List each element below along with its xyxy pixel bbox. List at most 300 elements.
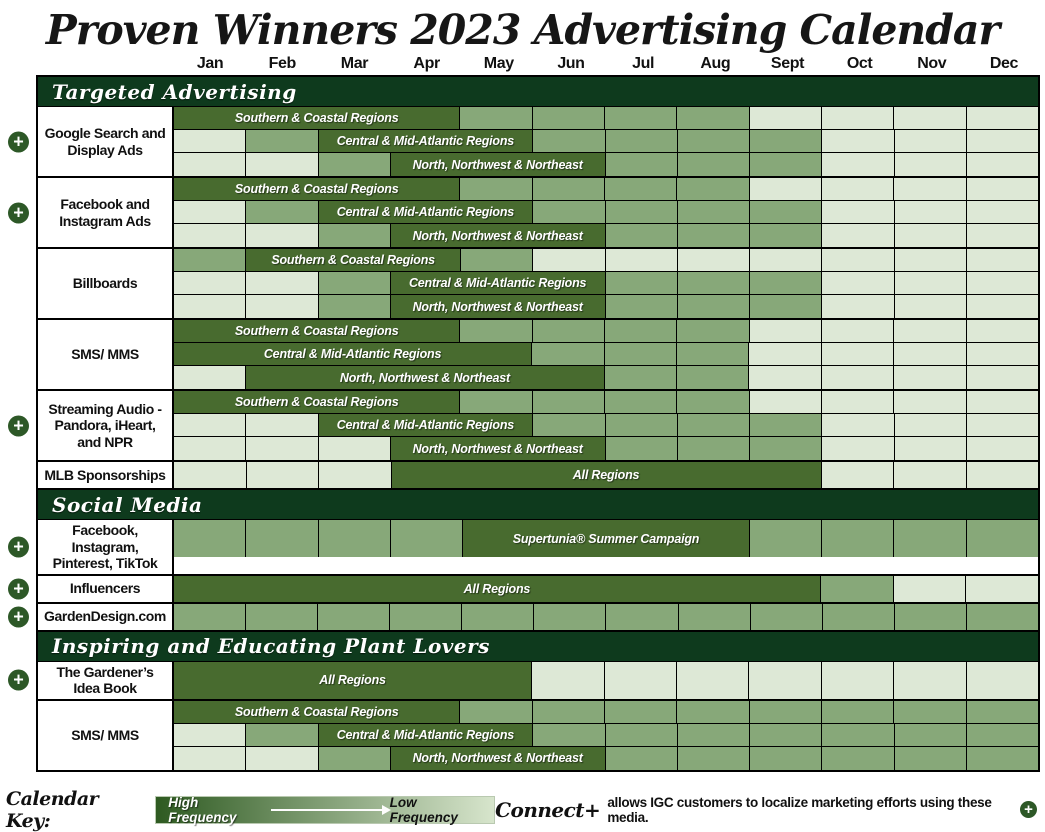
- campaign-bar-label: Central & Mid-Atlantic Regions: [336, 205, 515, 220]
- channel-label-line: SMS/ MMS: [71, 726, 139, 743]
- calendar-cell: [895, 224, 967, 247]
- campaign-bar: [391, 747, 606, 770]
- channel-label-line: Facebook and: [60, 196, 150, 213]
- channel-label: [38, 249, 174, 318]
- channel-label-line: Display Ads: [67, 141, 143, 158]
- channel-row-group: [38, 320, 1038, 391]
- campaign-bar: [174, 391, 460, 413]
- channel-row-group: [38, 107, 1038, 178]
- campaign-bar: [174, 576, 821, 602]
- calendar-cell: [822, 462, 895, 488]
- calendar-cell: [246, 272, 318, 294]
- campaign-bar: [174, 343, 532, 365]
- calendar-cell: [822, 320, 894, 342]
- calendar-cell: [822, 520, 894, 557]
- calendar-cell: [749, 343, 821, 365]
- campaign-bar-label: North, Northwest & Northeast: [412, 228, 583, 243]
- calendar-cell: [967, 462, 1039, 488]
- channel-rows: [174, 178, 1038, 247]
- campaign-bar-label: Southern & Coastal Regions: [234, 182, 399, 197]
- calendar-cell: [533, 391, 605, 413]
- campaign-bar-label: Central & Mid-Atlantic Regions: [336, 727, 515, 742]
- channel-label-line: Instagram Ads: [59, 212, 151, 229]
- calendar-cell: [532, 662, 604, 699]
- calendar-cell: [605, 343, 677, 365]
- campaign-bar: [174, 178, 460, 200]
- calendar-cell: [678, 414, 750, 436]
- calendar-cell: [967, 224, 1038, 247]
- calendar-cell: [246, 295, 318, 318]
- channel-label: [38, 701, 174, 770]
- channel-row-group: [38, 662, 1038, 701]
- calendar-cell: [895, 724, 967, 746]
- channel-row-group: [38, 701, 1038, 770]
- calendar-cell: [319, 295, 391, 318]
- calendar-cell: [822, 701, 894, 723]
- calendar-cell: [678, 224, 750, 247]
- calendar-cell: [677, 662, 749, 699]
- calendar-cell: [174, 747, 246, 770]
- calendar-cell: [750, 320, 822, 342]
- calendar-cell: [750, 272, 822, 294]
- channel-label: [38, 576, 174, 602]
- campaign-bar-label: Central & Mid-Atlantic Regions: [336, 418, 515, 433]
- channel-rows: [174, 576, 1038, 602]
- month-header-row: [174, 55, 1040, 73]
- calendar-cell: [533, 701, 605, 723]
- calendar-cell: [606, 414, 678, 436]
- channel-rows: [174, 391, 1038, 460]
- campaign-bar: [392, 462, 822, 488]
- channel-rows: [174, 662, 1038, 699]
- calendar-row: [174, 747, 1038, 770]
- calendar-cell: [460, 178, 532, 200]
- channel-label: [38, 320, 174, 389]
- calendar-cell: [750, 520, 822, 557]
- calendar-key: [6, 788, 1039, 832]
- calendar-cell: [460, 701, 532, 723]
- calendar-cell: [677, 343, 749, 365]
- calendar-cell: [605, 107, 677, 129]
- calendar-cell: [895, 437, 967, 460]
- campaign-bar-label: Southern & Coastal Regions: [234, 111, 399, 126]
- calendar-cell: [605, 391, 677, 413]
- campaign-bar: [391, 437, 606, 460]
- calendar-cell: [895, 414, 967, 436]
- campaign-bar-label: Central & Mid-Atlantic Regions: [336, 134, 515, 149]
- calendar-cell: [174, 414, 246, 436]
- calendar-cell: [750, 130, 822, 152]
- calendar-cell: [678, 724, 750, 746]
- calendar-row: [174, 153, 1038, 176]
- month-header: Mar: [340, 55, 369, 73]
- calendar-cell: [174, 249, 246, 271]
- campaign-bar: [391, 224, 606, 247]
- section-title: Inspiring and Educating Plant Lovers: [52, 634, 490, 659]
- calendar-cell: [894, 520, 966, 557]
- month-header: Sept: [770, 55, 804, 73]
- campaign-bar-label: North, Northwest & Northeast: [412, 157, 583, 172]
- month-header: Jul: [632, 55, 655, 73]
- calendar-cell: [246, 437, 318, 460]
- channel-rows: [174, 462, 1038, 488]
- calendar-cell: [895, 153, 967, 176]
- calendar-cell: [605, 701, 677, 723]
- calendar-cell: [246, 520, 318, 557]
- calendar-cell: [319, 153, 391, 176]
- calendar-cell: [533, 249, 605, 271]
- calendar-cell: [678, 272, 750, 294]
- calendar-cell: [967, 320, 1038, 342]
- calendar-cell: [390, 604, 462, 630]
- channel-row-group: [38, 576, 1038, 604]
- calendar-cell: [174, 437, 246, 460]
- connect-note-text: allows IGC customers to localize marketing efforts using these media.: [607, 794, 992, 825]
- calendar-cell: [822, 662, 894, 699]
- calendar-cell: [174, 130, 246, 152]
- campaign-bar-label: Southern & Coastal Regions: [234, 704, 399, 719]
- month-header: Feb: [268, 55, 296, 73]
- campaign-bar: [246, 249, 461, 271]
- calendar-cell: [750, 701, 822, 723]
- channel-rows: [174, 249, 1038, 318]
- connect-plus-icon: [8, 536, 29, 557]
- calendar-cell: [750, 178, 822, 200]
- calendar-cell: [895, 604, 967, 630]
- calendar-row: [174, 604, 1038, 630]
- calendar-cell: [246, 747, 318, 770]
- channel-label-line: Billboards: [72, 275, 138, 292]
- connect-plus-wordmark: Connect+: [495, 797, 601, 822]
- calendar-cell: [750, 249, 822, 271]
- campaign-bar: [174, 662, 532, 699]
- calendar-cell: [606, 130, 678, 152]
- calendar-cell: [822, 130, 894, 152]
- calendar-row: [174, 249, 1038, 272]
- month-header: Nov: [917, 55, 947, 73]
- calendar-cell: [749, 662, 821, 699]
- calendar-cell: [246, 130, 318, 152]
- calendar-cell: [247, 462, 320, 488]
- calendar-cell: [895, 201, 967, 223]
- calendar-cell: [967, 272, 1038, 294]
- calendar-cell: [822, 343, 894, 365]
- calendar-cell: [966, 576, 1038, 602]
- calendar-cell: [822, 295, 894, 318]
- campaign-bar: [246, 366, 604, 389]
- calendar-cell: [822, 107, 894, 129]
- calendar-cell: [174, 604, 246, 630]
- calendar-cell: [606, 272, 678, 294]
- calendar-cell: [174, 153, 246, 176]
- channel-row-group: [38, 391, 1038, 462]
- calendar-cell: [677, 320, 749, 342]
- calendar-cell: [319, 520, 391, 557]
- calendar-cell: [679, 604, 751, 630]
- calendar-key-label: Calendar Key:: [6, 787, 99, 832]
- calendar-cell: [605, 178, 677, 200]
- connect-plus-icon: [1020, 801, 1037, 818]
- calendar-cell: [174, 462, 247, 488]
- calendar-cell: [749, 366, 821, 389]
- calendar-cell: [174, 272, 246, 294]
- calendar-cell: [605, 366, 677, 389]
- campaign-bar: [463, 520, 749, 557]
- advertising-calendar-grid: [36, 75, 1040, 772]
- calendar-cell: [532, 343, 604, 365]
- calendar-cell: [460, 391, 532, 413]
- calendar-cell: [895, 295, 967, 318]
- channel-label: [38, 604, 174, 630]
- calendar-cell: [822, 437, 894, 460]
- calendar-cell: [822, 153, 894, 176]
- channel-rows: [174, 701, 1038, 770]
- calendar-cell: [894, 576, 967, 602]
- channel-rows: [174, 520, 1038, 574]
- section-header-band: [38, 490, 1038, 520]
- month-header: Jun: [557, 55, 585, 73]
- calendar-cell: [822, 178, 894, 200]
- calendar-cell: [967, 178, 1038, 200]
- calendar-cell: [606, 437, 678, 460]
- calendar-cell: [967, 747, 1038, 770]
- campaign-bar-label: Southern & Coastal Regions: [234, 395, 399, 410]
- campaign-bar-label: Southern & Coastal Regions: [234, 324, 399, 339]
- calendar-cell: [894, 320, 966, 342]
- channel-label: [38, 462, 174, 488]
- month-header: Aug: [700, 55, 731, 73]
- calendar-cell: [246, 224, 318, 247]
- calendar-cell: [174, 520, 246, 557]
- calendar-cell: [533, 414, 605, 436]
- high-frequency-label: High Frequency: [168, 794, 237, 825]
- calendar-cell: [533, 201, 605, 223]
- calendar-cell: [678, 747, 750, 770]
- calendar-cell: [822, 224, 894, 247]
- calendar-cell: [895, 130, 967, 152]
- calendar-cell: [678, 130, 750, 152]
- campaign-bar-label: Southern & Coastal Regions: [271, 253, 435, 268]
- calendar-cell: [894, 662, 966, 699]
- calendar-cell: [967, 724, 1038, 746]
- channel-label-line: The Gardener’s: [56, 663, 154, 680]
- calendar-cell: [750, 107, 822, 129]
- calendar-cell: [319, 224, 391, 247]
- campaign-bar: [391, 295, 606, 318]
- channel-row-group: [38, 604, 1038, 632]
- calendar-cell: [174, 366, 246, 389]
- calendar-cell: [533, 724, 605, 746]
- low-frequency-label: Low Frequency: [389, 794, 458, 825]
- calendar-cell: [823, 604, 895, 630]
- channel-row-group: [38, 249, 1038, 320]
- calendar-cell: [822, 366, 894, 389]
- calendar-cell: [894, 366, 966, 389]
- calendar-cell: [895, 747, 967, 770]
- channel-label: [38, 391, 174, 460]
- campaign-bar: [174, 107, 460, 129]
- calendar-cell: [750, 724, 822, 746]
- channel-label-line: Pandora, iHeart,: [54, 417, 156, 434]
- calendar-cell: [967, 343, 1038, 365]
- calendar-cell: [246, 153, 318, 176]
- month-header: May: [483, 55, 514, 73]
- calendar-cell: [967, 391, 1038, 413]
- calendar-cell: [460, 320, 532, 342]
- campaign-bar-label: North, Northwest & Northeast: [339, 370, 511, 385]
- calendar-cell: [246, 201, 318, 223]
- calendar-cell: [895, 272, 967, 294]
- channel-label: [38, 662, 174, 699]
- campaign-bar-label: All Regions: [572, 468, 640, 483]
- calendar-row: [174, 414, 1038, 437]
- calendar-row: [174, 391, 1038, 414]
- section-header-band: [38, 77, 1038, 107]
- calendar-cell: [677, 107, 749, 129]
- calendar-row: [174, 662, 1038, 699]
- calendar-cell: [605, 320, 677, 342]
- calendar-cell: [894, 107, 966, 129]
- calendar-cell: [967, 130, 1038, 152]
- calendar-cell: [677, 366, 749, 389]
- calendar-cell: [750, 153, 822, 176]
- calendar-cell: [822, 747, 894, 770]
- campaign-bar: [319, 130, 534, 152]
- calendar-cell: [822, 249, 894, 271]
- calendar-cell: [750, 437, 822, 460]
- calendar-cell: [606, 224, 678, 247]
- channel-label-line: Google Search and: [44, 125, 166, 142]
- channel-rows: [174, 604, 1038, 630]
- calendar-cell: [967, 604, 1038, 630]
- channel-label: [38, 520, 174, 574]
- section-header-band: [38, 632, 1038, 662]
- calendar-row: [174, 520, 1038, 557]
- calendar-cell: [967, 366, 1038, 389]
- calendar-cell: [894, 462, 967, 488]
- calendar-cell: [246, 724, 318, 746]
- connect-plus-icon: [8, 578, 29, 599]
- campaign-bar-label: North, Northwest & Northeast: [412, 751, 583, 766]
- channel-row-group: [38, 520, 1038, 576]
- channel-label-line: GardenDesign.com: [44, 608, 166, 625]
- calendar-cell: [606, 747, 678, 770]
- calendar-row: [174, 366, 1038, 389]
- arrow-right-icon: [271, 809, 381, 811]
- calendar-row: [174, 724, 1038, 747]
- calendar-row: [174, 224, 1038, 247]
- calendar-row: [174, 320, 1038, 343]
- calendar-cell: [894, 391, 966, 413]
- calendar-cell: [606, 201, 678, 223]
- calendar-cell: [677, 391, 749, 413]
- calendar-cell: [821, 576, 894, 602]
- calendar-cell: [319, 272, 391, 294]
- calendar-cell: [246, 604, 318, 630]
- channel-label-line: Pinterest, TikTok: [52, 555, 158, 572]
- calendar-cell: [606, 604, 678, 630]
- calendar-row: [174, 201, 1038, 224]
- calendar-cell: [967, 520, 1038, 557]
- calendar-cell: [678, 201, 750, 223]
- page-title: Proven Winners 2023 Advertising Calendar: [45, 6, 1000, 54]
- calendar-cell: [967, 153, 1038, 176]
- calendar-cell: [460, 107, 532, 129]
- campaign-bar-label: North, Northwest & Northeast: [412, 441, 583, 456]
- calendar-cell: [677, 178, 749, 200]
- calendar-row: [174, 701, 1038, 724]
- connect-plus-icon: [8, 415, 29, 436]
- calendar-cell: [751, 604, 823, 630]
- calendar-cell: [246, 414, 318, 436]
- calendar-cell: [750, 414, 822, 436]
- calendar-cell: [605, 662, 677, 699]
- campaign-bar-label: North, Northwest & Northeast: [412, 299, 583, 314]
- calendar-cell: [319, 747, 391, 770]
- connect-plus-icon: [8, 202, 29, 223]
- calendar-cell: [750, 224, 822, 247]
- calendar-cell: [967, 662, 1038, 699]
- calendar-cell: [533, 178, 605, 200]
- calendar-cell: [967, 437, 1038, 460]
- channel-label: [38, 178, 174, 247]
- calendar-cell: [174, 201, 246, 223]
- channel-rows: [174, 320, 1038, 389]
- calendar-cell: [822, 724, 894, 746]
- calendar-cell: [750, 295, 822, 318]
- campaign-bar: [174, 320, 460, 342]
- month-header: Dec: [989, 55, 1019, 73]
- section-title: Targeted Advertising: [52, 79, 297, 104]
- campaign-bar-label: Supertunia® Summer Campaign: [512, 531, 700, 546]
- calendar-cell: [461, 249, 533, 271]
- channel-label-line: MLB Sponsorships: [44, 466, 166, 483]
- channel-label-line: Idea Book: [73, 680, 137, 697]
- calendar-cell: [174, 224, 246, 247]
- calendar-row: [174, 343, 1038, 366]
- channel-row-group: [38, 462, 1038, 490]
- calendar-cell: [677, 701, 749, 723]
- calendar-cell: [606, 153, 678, 176]
- campaign-bar: [319, 201, 534, 223]
- calendar-cell: [533, 320, 605, 342]
- calendar-cell: [678, 295, 750, 318]
- calendar-cell: [319, 462, 392, 488]
- calendar-cell: [967, 701, 1038, 723]
- calendar-cell: [318, 604, 390, 630]
- calendar-cell: [967, 249, 1038, 271]
- channel-row-group: [38, 178, 1038, 249]
- month-header: Apr: [413, 55, 440, 73]
- calendar-cell: [967, 414, 1038, 436]
- month-header: Jan: [196, 55, 224, 73]
- calendar-cell: [533, 107, 605, 129]
- calendar-cell: [750, 201, 822, 223]
- calendar-cell: [174, 724, 246, 746]
- calendar-cell: [822, 272, 894, 294]
- calendar-cell: [894, 343, 966, 365]
- calendar-cell: [750, 391, 822, 413]
- channel-label-line: SMS/ MMS: [71, 346, 139, 363]
- calendar-row: [174, 272, 1038, 295]
- calendar-cell: [967, 107, 1038, 129]
- section-title: Social Media: [52, 492, 203, 517]
- calendar-cell: [534, 604, 606, 630]
- channel-label-line: and NPR: [77, 433, 133, 450]
- calendar-cell: [678, 249, 750, 271]
- campaign-bar: [319, 724, 534, 746]
- calendar-row: [174, 178, 1038, 201]
